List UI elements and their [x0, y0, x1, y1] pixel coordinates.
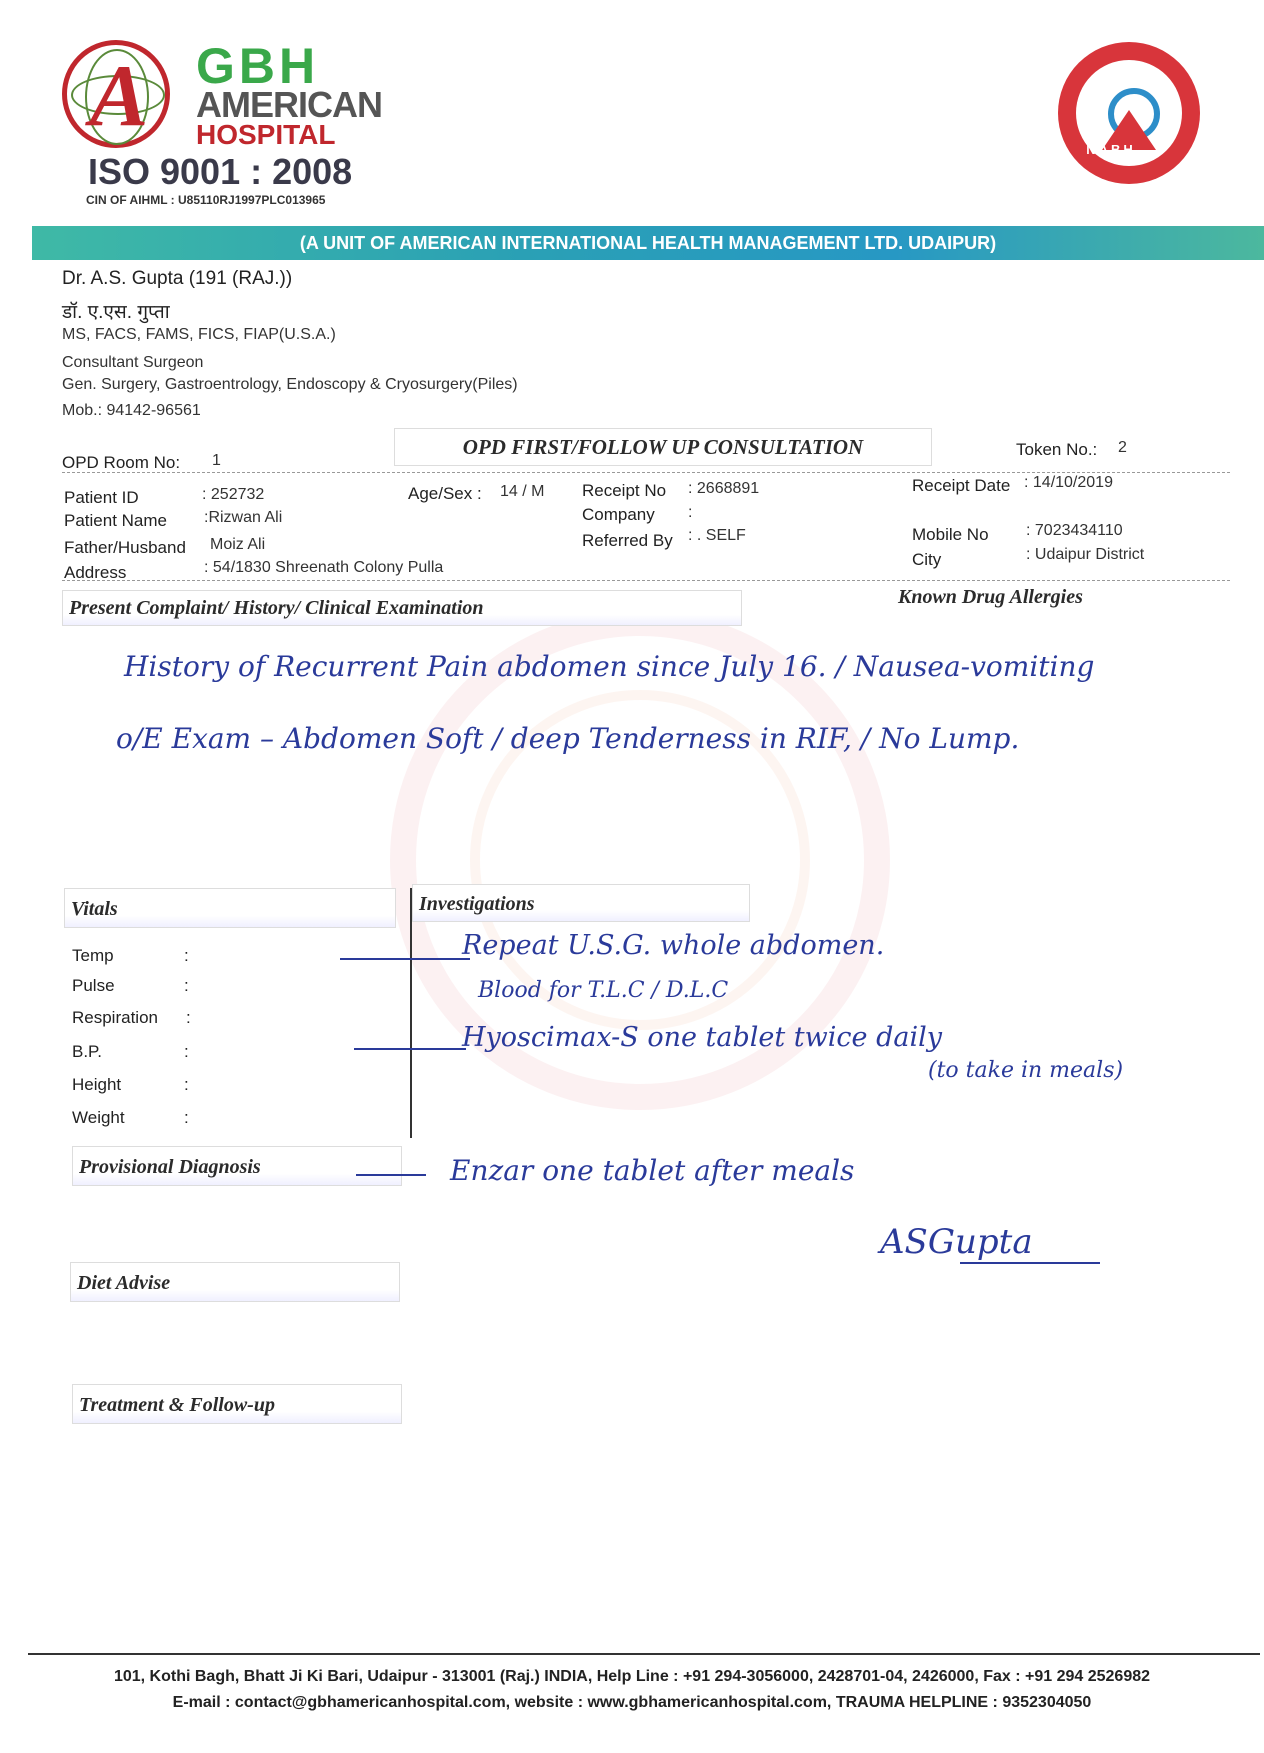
handwritten-rx-hyoscimax: Hyoscimax-S one tablet twice daily: [462, 1022, 942, 1053]
footer-contact: E-mail : contact@gbhamericanhospital.com, website : www.gbhamericanhospital.com, TRAUMA HELPLINE : 9352304050: [172, 1694, 1092, 1711]
handwritten-investigation-blood: Blood for T.L.C / D.L.C: [478, 978, 729, 1003]
brand-gbh: GBH: [196, 38, 320, 94]
city-value: : Udaipur District: [1026, 546, 1145, 563]
patient-id-label: Patient ID: [64, 488, 139, 507]
investigations-section-header: Investigations: [412, 884, 750, 922]
vital-height-label: Height: [72, 1075, 122, 1094]
doctor-degrees: MS, FACS, FAMS, FICS, FIAP(U.S.A.): [62, 326, 336, 343]
consultation-title: OPD FIRST/FOLLOW UP CONSULTATION: [394, 428, 932, 466]
treatment-section-header: Treatment & Follow-up: [72, 1384, 402, 1424]
vital-bp-colon: :: [184, 1042, 189, 1061]
vital-height-colon: :: [184, 1075, 189, 1094]
vital-weight-colon: :: [184, 1108, 189, 1127]
handwritten-rx-note: (to take in meals): [928, 1058, 1124, 1083]
doctor-specialty: Gen. Surgery, Gastroentrology, Endoscopy & Cryosurgery(Piles): [62, 376, 518, 393]
vital-temp-label: Temp: [72, 946, 114, 965]
signature-underline: [960, 1262, 1100, 1264]
unit-banner: (A UNIT OF AMERICAN INTERNATIONAL HEALTH MANAGEMENT LTD. UDAIPUR): [32, 226, 1264, 260]
vital-weight-label: Weight: [72, 1108, 125, 1127]
father-label: Father/Husband: [64, 538, 186, 557]
footer-address: 101, Kothi Bagh, Bhatt Ji Ki Bari, Udaipur - 313001 (Raj.) INDIA, Help Line : +91 294-3056000, 2428701-04, 2426000, Fax : +91 294 2526982: [113, 1668, 1151, 1685]
patient-id-value: : 252732: [202, 486, 265, 503]
company-value: :: [688, 504, 693, 521]
company-label: Company: [582, 505, 655, 524]
receipt-date-value: : 14/10/2019: [1024, 474, 1113, 491]
receipt-label: Receipt No: [582, 481, 667, 500]
agesex-label: Age/Sex :: [408, 484, 482, 503]
mobile-label: Mobile No: [912, 525, 989, 544]
doctor-name-hindi: डॉ. ए.एस. गुप्ता: [62, 302, 170, 323]
nabh-label: NABH: [1086, 142, 1136, 157]
brand-hospital: HOSPITAL: [196, 119, 336, 150]
handwritten-history: History of Recurrent Pain abdomen since July 16. / Nausea-vomiting: [124, 650, 1095, 683]
address-label: Address: [64, 563, 127, 582]
mobile-value: : 7023434110: [1026, 522, 1123, 539]
divider: [62, 472, 1230, 473]
father-value: Moiz Ali: [210, 536, 266, 553]
opd-room-label: OPD Room No:: [62, 453, 181, 472]
footer-divider: [28, 1653, 1260, 1655]
referred-label: Referred By: [582, 531, 673, 550]
receipt-value: : 2668891: [688, 480, 760, 497]
city-label: City: [912, 550, 942, 569]
vital-pulse-colon: :: [184, 976, 189, 995]
brand-american: AMERICAN: [196, 84, 382, 125]
address-value: : 54/1830 Shreenath Colony Pulla: [204, 559, 444, 576]
diet-section-header: Diet Advise: [70, 1262, 400, 1302]
referred-value: : . SELF: [688, 527, 746, 544]
handwritten-investigation-usg: Repeat U.S.G. whole abdomen.: [462, 930, 885, 961]
doctor-mobile: Mob.: 94142-96561: [62, 402, 201, 419]
vital-temp-colon: :: [184, 946, 189, 965]
doctor-name: Dr. A.S. Gupta (191 (RAJ.)): [62, 268, 293, 289]
iso-certification: ISO 9001 : 2008: [88, 151, 353, 192]
vital-pulse-label: Pulse: [72, 976, 115, 995]
complaint-section-header: Present Complaint/ History/ Clinical Examination: [62, 590, 742, 626]
token-value: 2: [1118, 439, 1127, 456]
token-label: Token No.:: [1016, 440, 1098, 459]
doctor-signature: ASGupta: [880, 1222, 1033, 1262]
patient-name-label: Patient Name: [64, 511, 167, 530]
handwritten-rx-enzar: Enzar one tablet after meals: [450, 1154, 855, 1187]
nabh-badge: [1058, 42, 1200, 184]
cin-number: CIN OF AIHML : U85110RJ1997PLC013965: [86, 193, 326, 207]
doctor-title: Consultant Surgeon: [62, 354, 204, 371]
vital-respiration-label: Respiration: [72, 1008, 158, 1027]
allergies-section-header: Known Drug Allergies: [898, 586, 1083, 608]
vitals-divider: [410, 888, 412, 1138]
arrow-line: [356, 1174, 426, 1176]
arrow-line: [340, 958, 470, 960]
arrow-line: [354, 1048, 466, 1050]
hospital-logo-letter: A: [89, 48, 149, 145]
opd-room-value: 1: [212, 452, 221, 469]
vitals-section-header: Vitals: [64, 888, 396, 928]
receipt-date-label: Receipt Date: [912, 476, 1011, 495]
diagnosis-section-header: Provisional Diagnosis: [72, 1146, 402, 1186]
agesex-value: 14 / M: [500, 483, 545, 500]
vital-bp-label: B.P.: [72, 1042, 102, 1061]
vital-respiration-colon: :: [186, 1008, 191, 1027]
handwritten-examination: o/E Exam – Abdomen Soft / deep Tenderness in RIF, / No Lump.: [116, 722, 1020, 755]
patient-name-value: :Rizwan Ali: [204, 509, 283, 526]
